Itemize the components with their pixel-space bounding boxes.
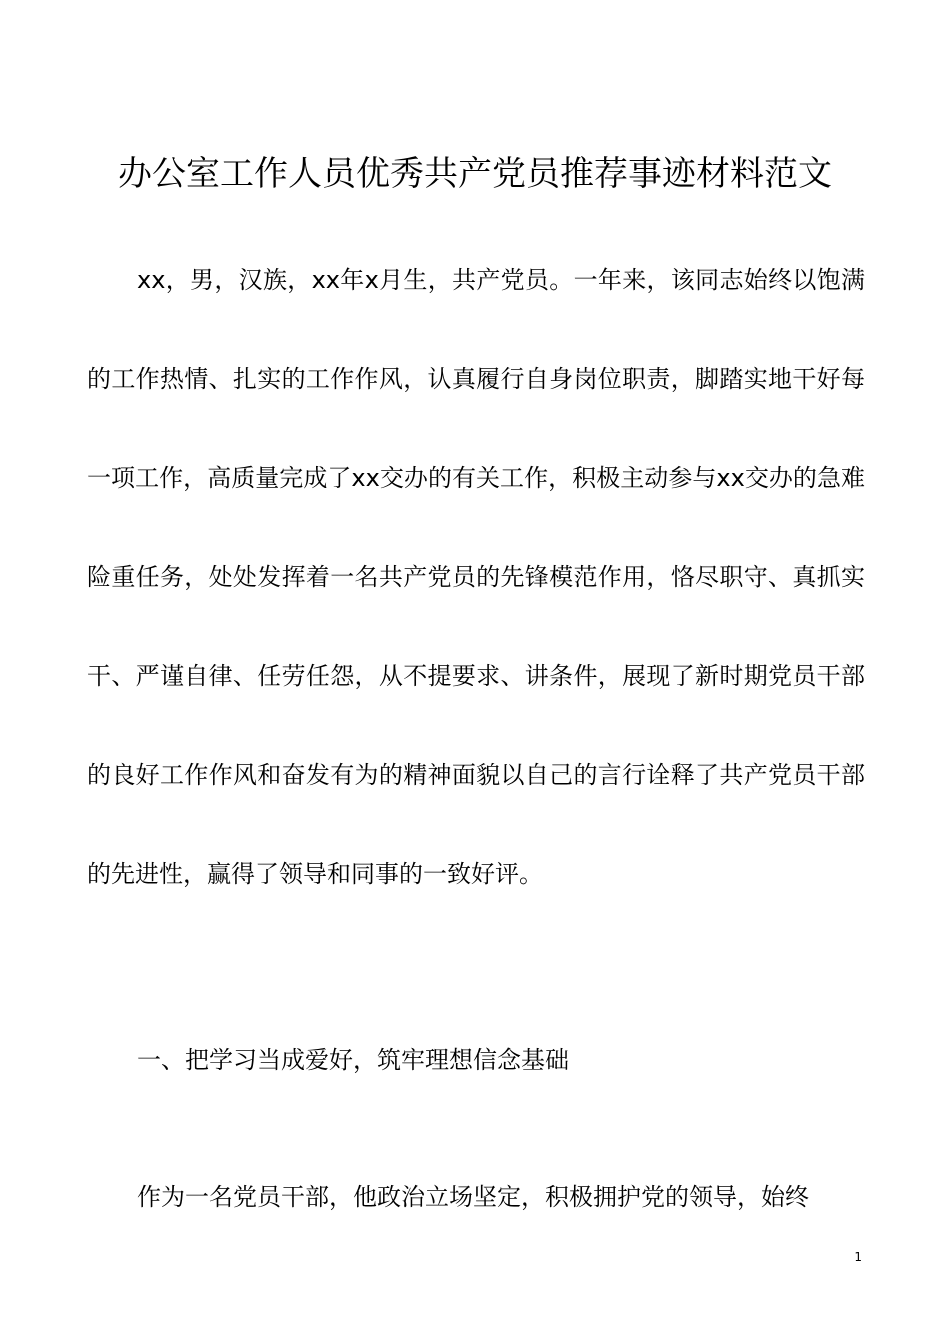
section-heading-1: 一、把学习当成爱好，筑牢理想信念基础	[137, 1046, 569, 1074]
body-paragraph-2: 作为一名党员干部，他政治立场坚定，积极拥护党的领导，始终	[137, 1183, 809, 1211]
body-paragraph-1: xx，男，汉族，xx年x月生，共产党员。一年来，该同志始终以饱满的工作热情、扎实的工作作风，认真履行自身岗位职责，脚踏实地干好每一项工作，高质量完成了xx交办的有关工作，积极主动参与xx交办的急难险重任务，处处发挥着一名共产党员的先锋模范作用，恪尽职守、真抓实干、严谨自律、任劳任怨，从不提要求、讲条件，展现了新时期党员干部的良好工作作风和奋发有为的精神面貌以自己的言行诠释了共产党员干部的先进性，赢得了领导和同事的一致好评。	[87, 266, 865, 888]
page-number: 1	[854, 1250, 862, 1264]
document-title: 办公室工作人员优秀共产党员推荐事迹材料范文	[118, 154, 832, 194]
